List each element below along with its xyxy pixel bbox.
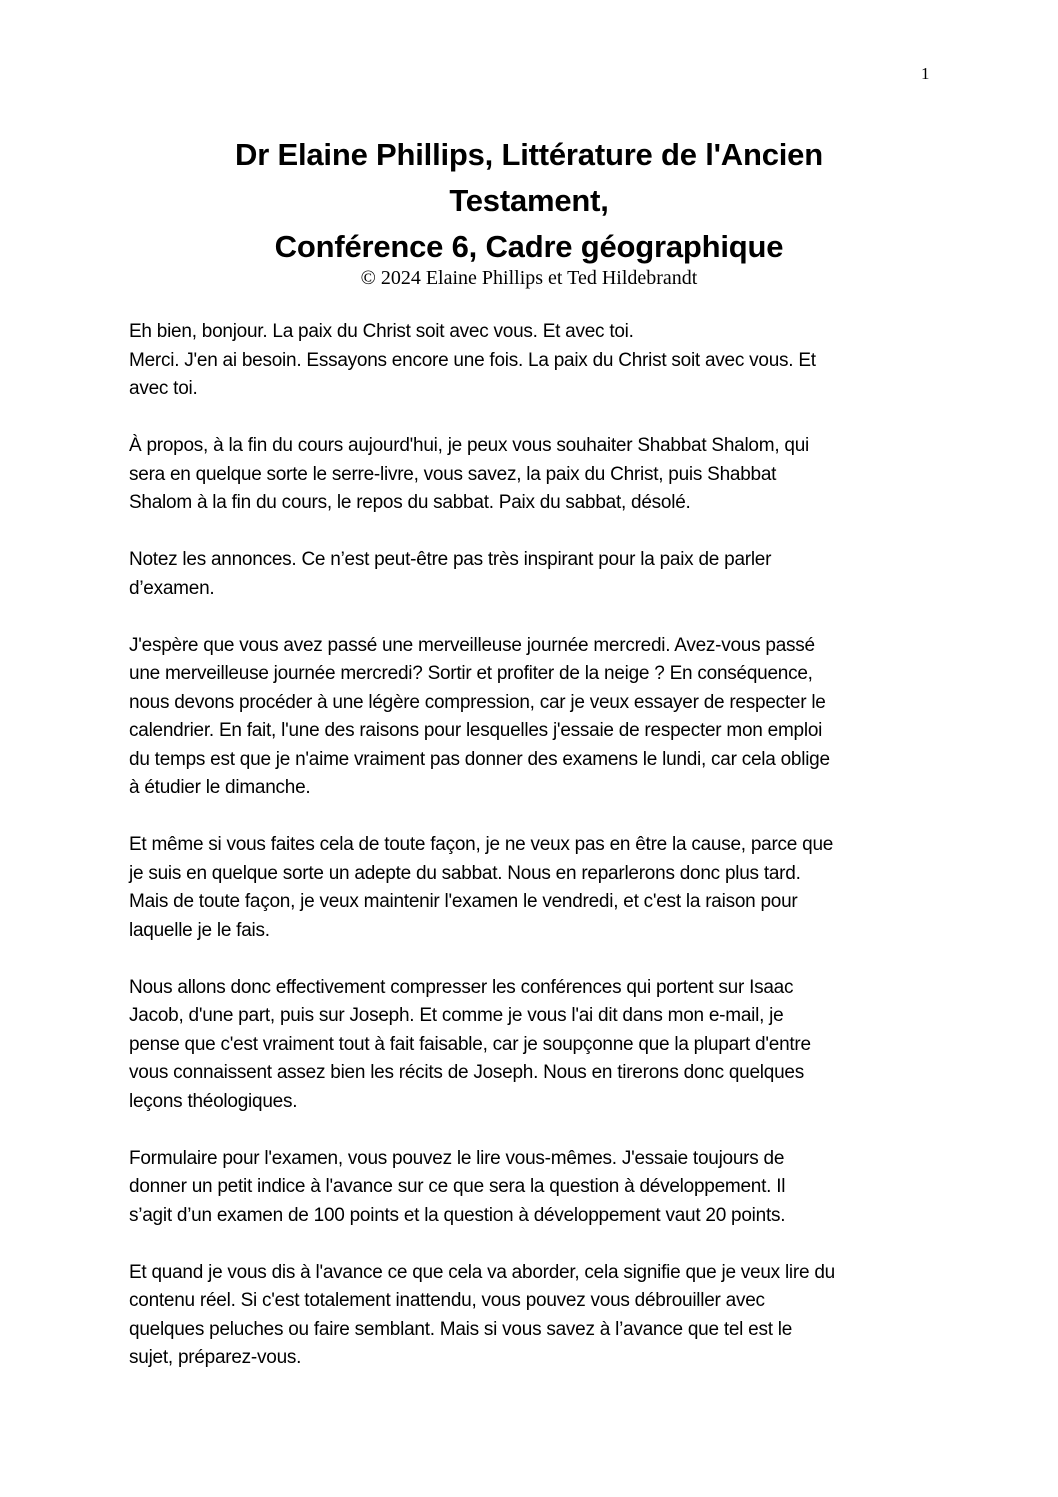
paragraph [129,1145,944,1231]
paragraph [129,546,944,603]
paragraph-line: À propos, à la fin du cours aujourd'hui, je peux vous souhaiter Shabbat Shalom, qui [129,435,809,456]
paragraph-line: Nous allons donc effectivement compresser les conférences qui portent sur Isaac [129,976,794,998]
paragraph-line: Shalom à la fin du cours, le repos du sabbat. Paix du sabbat, désolé. [129,492,691,513]
paragraph-line: d’examen. [129,577,215,599]
paragraph-line: calendrier. En fait, l'une des raisons pour lesquelles j'essaie de respecter mon emploi [129,720,823,741]
paragraph-line: s’agit d’un examen de 100 points et la question à développement vaut 20 points. [129,1204,786,1226]
paragraph-line: leçons théologiques. [129,1090,298,1112]
document-header [0,132,1058,290]
paragraph [129,1259,944,1373]
copyright-line: © 2024 Elaine Phillips et Ted Hildebrandt [360,267,698,289]
paragraph [129,974,944,1117]
paragraph [129,318,944,404]
paragraph-line: vous connaissent assez bien les récits de Joseph. Nous en tirerons donc quelques [129,1062,804,1083]
title-line-1: Dr Elaine Phillips, Littérature de l'Ancien [235,137,823,172]
title-line-3: Conférence 6, Cadre géographique [274,229,784,264]
paragraph-line: Formulaire pour l'examen, vous pouvez le lire vous-mêmes. J'essaie toujours de [129,1147,785,1169]
paragraph-line: Et quand je vous dis à l'avance ce que cela va aborder, cela signifie que je veux lire du [129,1261,835,1283]
paragraph-line: avec toi. [129,378,198,399]
paragraph-line: je suis en quelque sorte un adepte du sabbat. Nous en reparlerons donc plus tard. [129,862,801,884]
document-body [129,318,944,1401]
paragraph-line: donner un petit indice à l'avance sur ce que sera la question à développement. Il [129,1176,786,1197]
paragraph [129,831,944,945]
paragraph-line: Merci. J'en ai besoin. Essayons encore une fois. La paix du Christ soit avec vous. Et [129,349,816,371]
title-line-2: Testament, [449,183,609,218]
paragraph-line: du temps est que je n'aime vraiment pas donner des examens le lundi, car cela oblige [129,748,830,770]
paragraph-line: Eh bien, bonjour. La paix du Christ soit avec vous. Et avec toi. [129,321,634,342]
paragraph-line: sujet, préparez-vous. [129,1347,302,1368]
paragraph [129,632,944,803]
paragraph-line: Jacob, d'une part, puis sur Joseph. Et comme je vous l'ai dit dans mon e-mail, je [129,1005,784,1026]
paragraph-line: nous devons procéder à une légère compression, car je veux essayer de respecter le [129,691,826,713]
paragraph-line: pense que c'est vraiment tout à fait faisable, car je soupçonne que la plupart d'entre [129,1033,811,1055]
paragraph-line: quelques peluches ou faire semblant. Mais si vous savez à l’avance que tel est le [129,1318,793,1340]
page-number: 1 [921,64,930,83]
paragraph-line: Mais de toute façon, je veux maintenir l'examen le vendredi, et c'est la raison pour [129,891,798,912]
paragraph-line: J'espère que vous avez passé une merveilleuse journée mercredi. Avez-vous passé [129,634,815,656]
paragraph-line: Notez les annonces. Ce n’est peut-être pas très inspirant pour la paix de parler [129,549,772,570]
paragraph [129,432,944,518]
paragraph-line: une merveilleuse journée mercredi? Sortir et profiter de la neige ? En conséquence, [129,663,813,684]
paragraph-line: sera en quelque sorte le serre-livre, vous savez, la paix du Christ, puis Shabbat [129,463,777,485]
paragraph-line: contenu réel. Si c'est totalement inattendu, vous pouvez vous débrouiller avec [129,1290,765,1311]
paragraph-line: laquelle je le fais. [129,919,270,941]
paragraph-line: Et même si vous faites cela de toute façon, je ne veux pas en être la cause, parce que [129,834,834,855]
paragraph-line: à étudier le dimanche. [129,777,311,798]
